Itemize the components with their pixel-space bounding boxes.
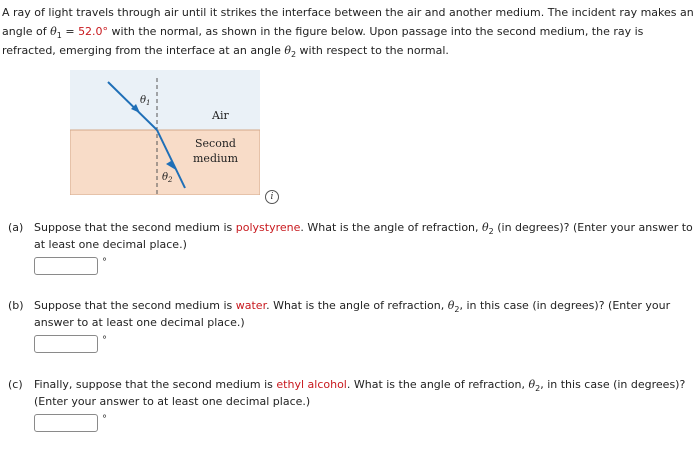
theta-symbol: θ [50,25,57,38]
theta-symbol: θ [482,221,489,234]
air-label: Air [212,109,229,122]
theta-subscript: 2 [488,227,494,236]
question-label: (b) [8,299,24,312]
problem-intro [2,3,696,60]
question-text [34,219,694,253]
question-text-post: , in this case (in degrees)? (Enter your answer to at least one decimal place.) [34,378,686,408]
theta1-subscript: 1 [146,99,151,107]
answer-input-b[interactable] [34,335,98,353]
equals-sign: = [61,25,79,38]
medium-name: water [235,299,267,312]
medium-name: polystyrene [235,221,301,234]
question-text-mid: . What is the angle of refraction, [346,378,529,391]
info-icon[interactable]: i [265,190,279,204]
theta-subscript: 2 [454,305,460,314]
degree-unit: ° [102,335,107,346]
intro-text-3: with respect to the normal. [296,44,449,57]
refraction-figure [70,70,260,195]
question-text [34,376,694,410]
theta-symbol: θ [528,378,536,391]
degree-unit: ° [102,257,107,268]
second-label: Second [195,137,236,150]
question-text-post: , in this case (in degrees)? (Enter your answer to at least one decimal place.) [34,299,671,329]
intro-text-2: with the normal, as shown in the figure below. Upon passage into the second medium, the ray is refracted, emerging from the interface at an angle [2,25,644,57]
question-text-mid: . What is the angle of refraction, [300,221,483,234]
question-text-mid: . What is the angle of refraction, [266,299,448,312]
question-text-pre: Suppose that the second medium is [34,299,236,312]
theta-symbol: θ [447,299,455,312]
medium-name: ethyl alcohol [276,378,347,391]
question-label: (a) [8,221,24,234]
air-region [70,70,260,130]
incident-angle-value: 52.0° [78,25,109,38]
theta1-label: θ [140,95,147,106]
degree-unit: ° [102,414,107,425]
question-text-post: (in degrees)? (Enter your answer to at least one decimal place.) [34,221,693,251]
question-text-pre: Finally, suppose that the second medium is [34,378,277,391]
answer-input-a[interactable] [34,257,98,275]
question-text [34,297,694,331]
theta-subscript: 2 [535,384,541,393]
question-label: (c) [8,378,23,391]
answer-input-c[interactable] [34,414,98,432]
theta2-label: θ [162,172,169,183]
theta2-subscript: 2 [168,176,173,184]
question-text-pre: Suppose that the second medium is [34,221,236,234]
theta-subscript-2: 2 [290,50,297,59]
intro-text-1: A ray of light travels through air until it strikes the interface between the air and another medium. The incident ray makes an angle of [2,6,694,38]
medium-label: medium [193,152,239,165]
theta-symbol: θ [284,44,291,57]
theta-subscript-1: 1 [56,31,62,40]
